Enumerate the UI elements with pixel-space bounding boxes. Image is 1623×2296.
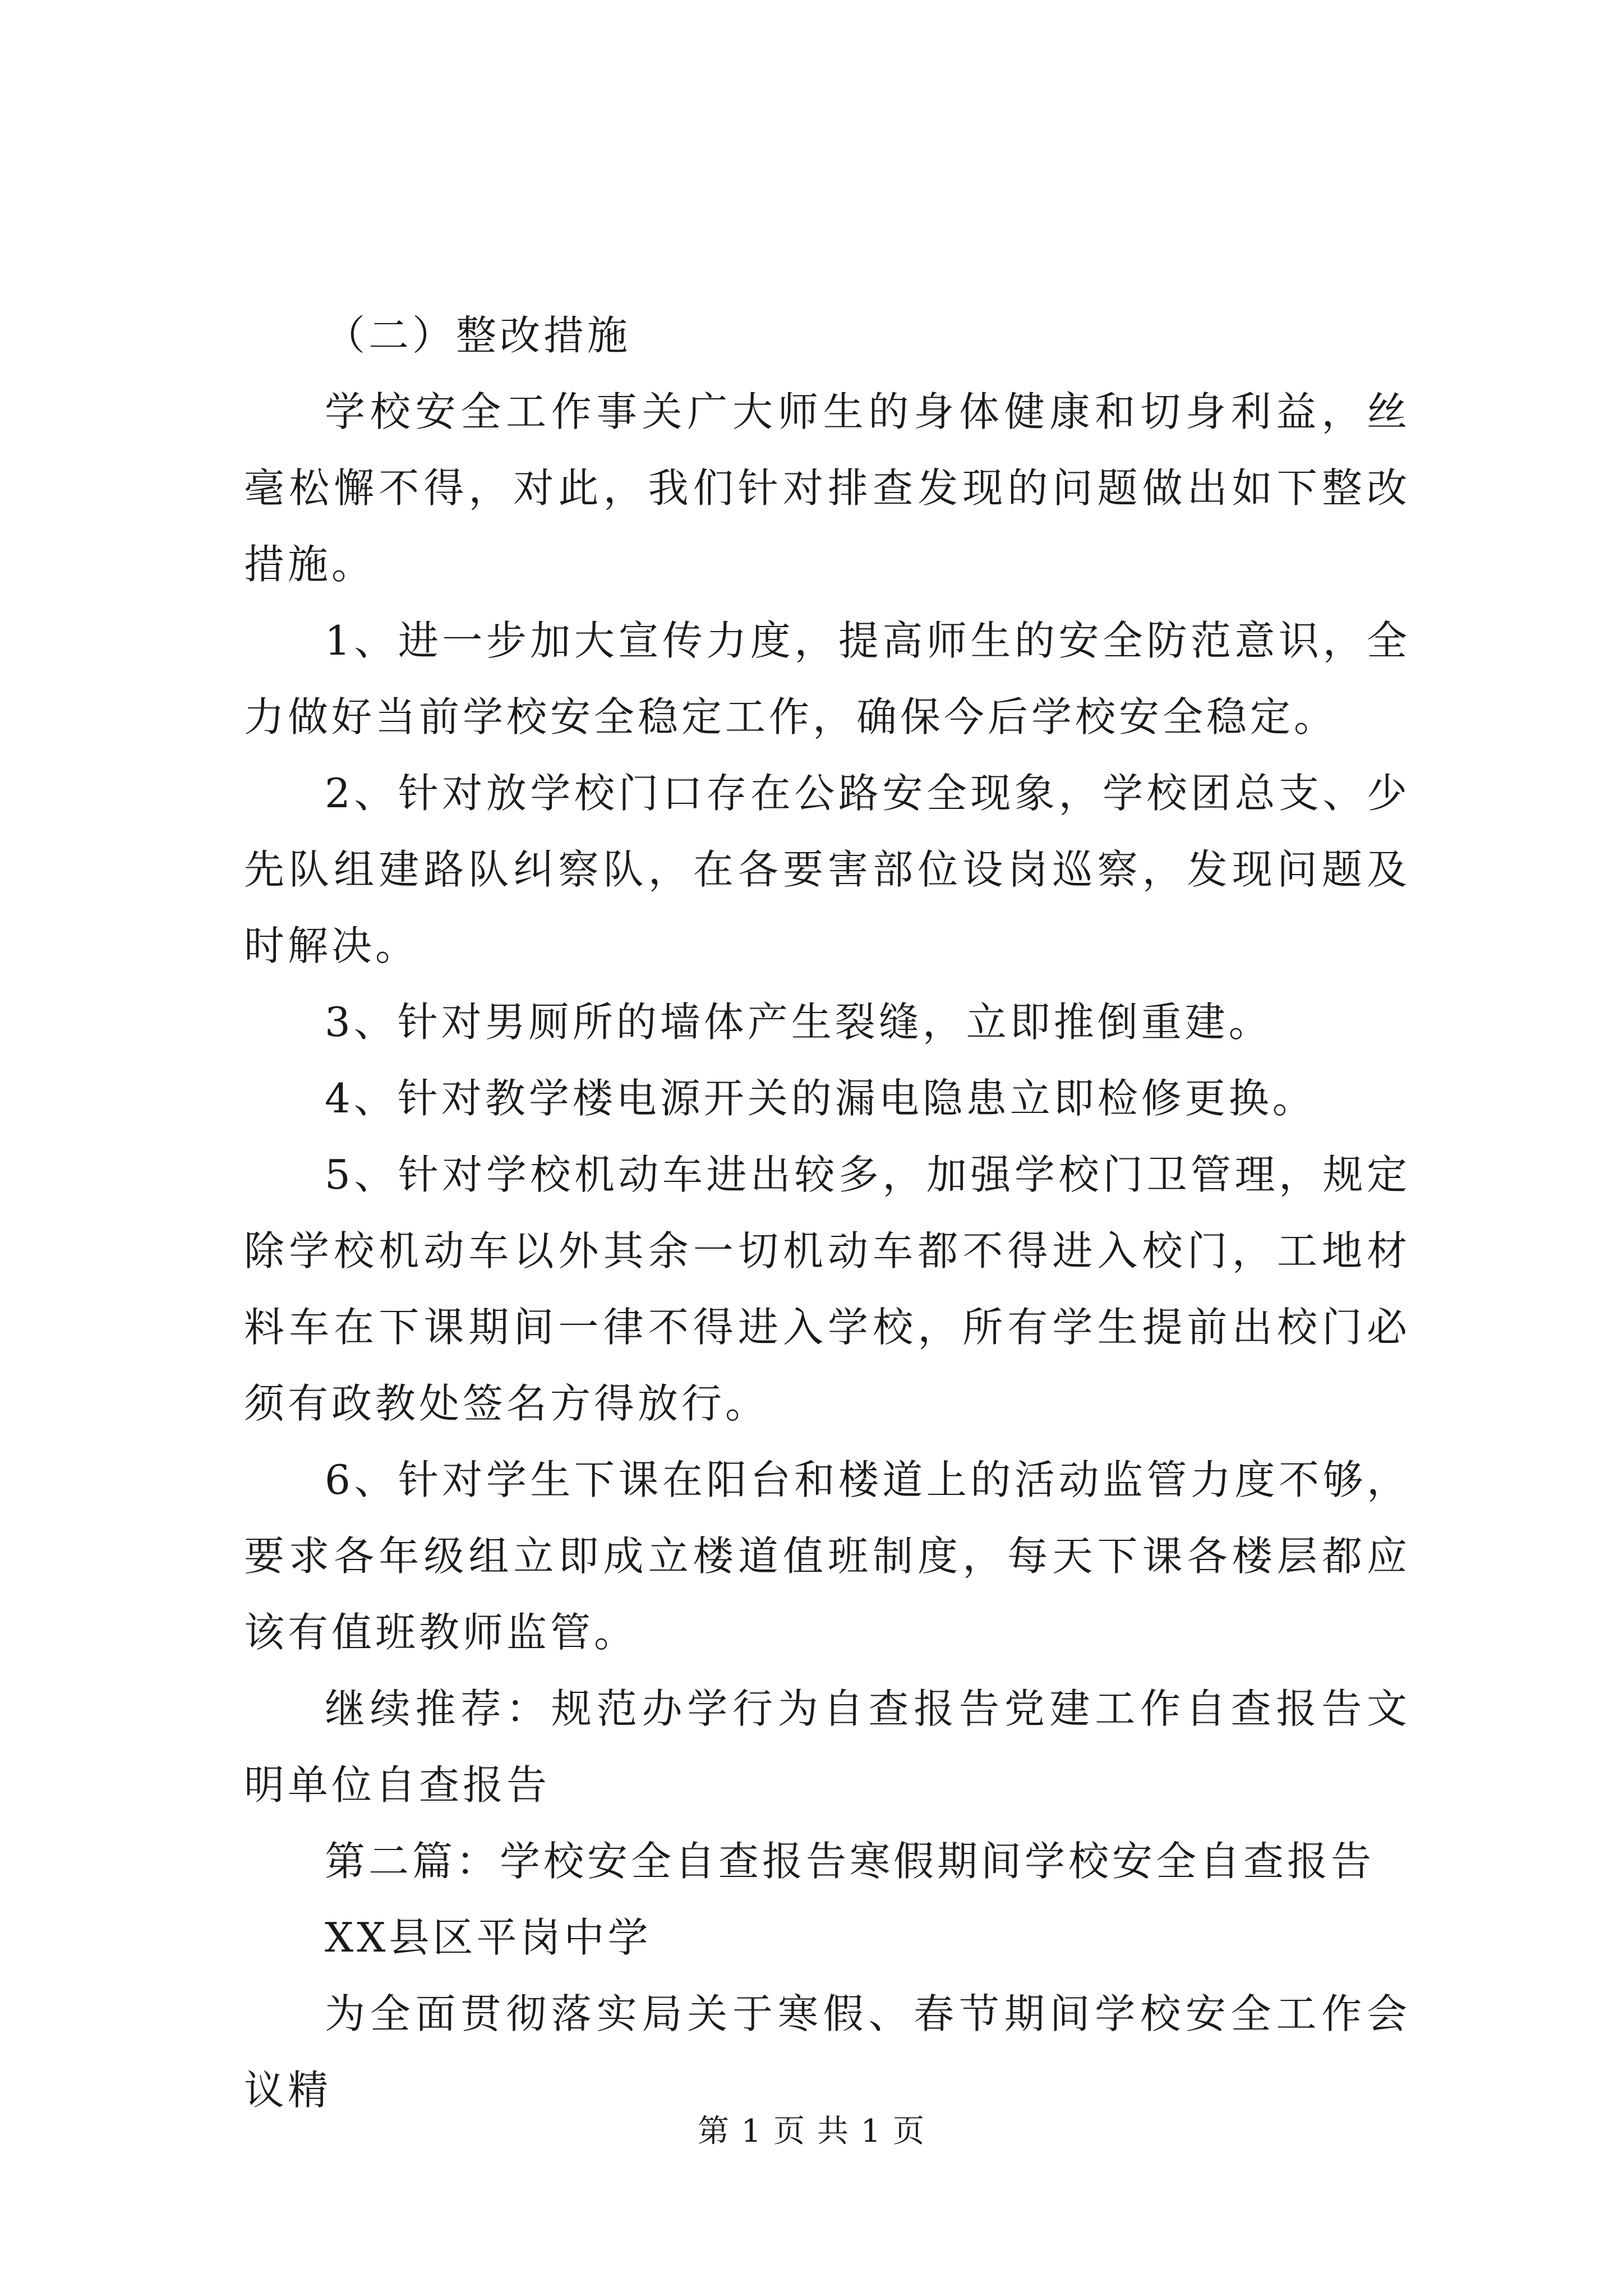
paragraph-second-article-title: 第二篇：学校安全自查报告寒假期间学校安全自查报告	[325, 1838, 1375, 1885]
paragraph-item-3: 3、针对男厕所的墙体产生裂缝，立即推倒重建。	[325, 999, 1272, 1046]
paragraph-closing: 为全面贯彻落实局关于寒假、春节期间学校安全工作会议精	[244, 1990, 1410, 2114]
paragraph-item-2: 2、针对放学校门口存在公路安全现象，学校团总支、少先队组建路队纠察队，在各要害部位设岗巡察，发现问题及时解决。	[244, 770, 1410, 969]
document-body	[244, 297, 1410, 2128]
paragraph-item-1: 1、进一步加大宣传力度，提高师生的安全防范意识，全力做好当前学校安全稳定工作，确保今后学校安全稳定。	[244, 617, 1410, 740]
paragraph-item-6: 6、针对学生下课在阳台和楼道上的活动监管力度不够，要求各年级组立即成立楼道值班制度，每天下课各楼层都应该有值班教师监管。	[244, 1456, 1410, 1656]
paragraph-intro: 学校安全工作事关广大师生的身体健康和切身利益，丝毫松懈不得，对此，我们针对排查发现的问题做出如下整改措施。	[244, 388, 1410, 588]
page-footer: 第 1 页 共 1 页	[697, 2113, 926, 2150]
paragraph-item-5: 5、针对学校机动车进出较多，加强学校门卫管理，规定除学校机动车以外其余一切机动车都不得进入校门，工地材料车在下课期间一律不得进入学校，所有学生提前出校门必须有政教处签名方得放行。	[244, 1151, 1410, 1427]
paragraph-recommend: 继续推荐：规范办学行为自查报告党建工作自查报告文明单位自查报告	[244, 1685, 1410, 1809]
paragraph-item-4: 4、针对教学楼电源开关的漏电隐患立即检修更换。	[325, 1075, 1316, 1122]
section-heading: （二）整改措施	[325, 312, 631, 359]
paragraph-school-name: XX县区平岗中学	[325, 1914, 652, 1961]
